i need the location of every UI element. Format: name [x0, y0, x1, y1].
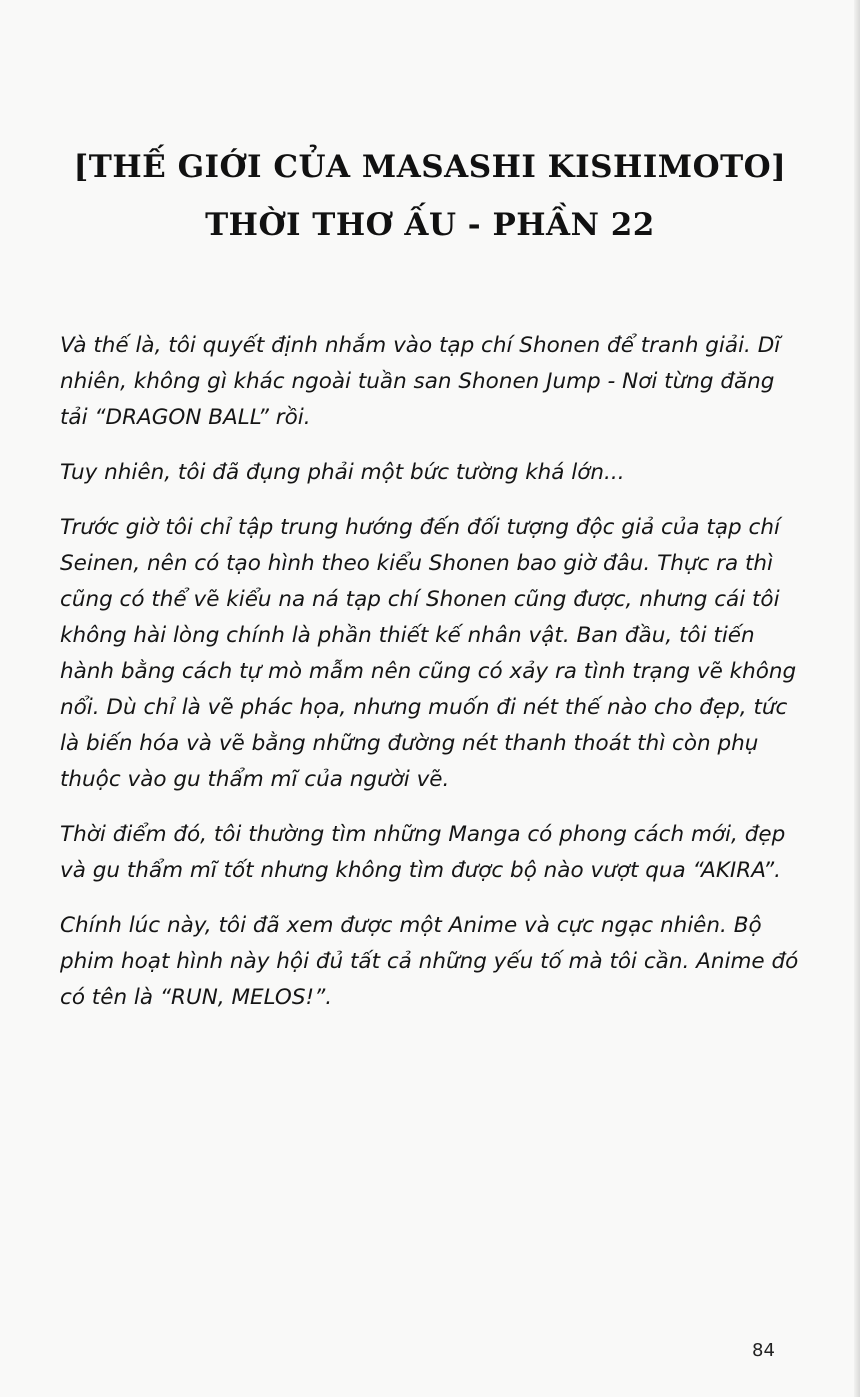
paragraph-1: Và thế là, tôi quyết định nhắm vào tạp chí Shonen để tranh giải. Dĩ nhiên, không gì khác ngoài tuần san Shonen Jump - Nơi từng đăng tải “DRAGON BALL” rồi. — [60, 333, 781, 430]
paragraph-2: Tuy nhiên, tôi đã đụng phải một bức tường khá lớn... — [60, 460, 625, 485]
paragraph-5: Chính lúc này, tôi đã xem được một Anime và cực ngạc nhiên. Bộ phim hoạt hình này hội đủ tất cả những yếu tố mà tôi cần. Anime đó có tên là “RUN, MELOS!”. — [60, 913, 799, 1010]
body-text — [60, 328, 805, 1035]
title-line-2: THỜI THƠ ẤU - PHẦN 22 — [205, 207, 655, 243]
paragraph-3: Trước giờ tôi chỉ tập trung hướng đến đối tượng độc giả của tạp chí Seinen, nên có tạo hình theo kiểu Shonen bao giờ đâu. Thực ra thì cũng có thể vẽ kiểu na ná tạp chí Shonen cũng được, nhưng cái tôi không hài lòng chính là phần thiết kế nhân vật. Ban đầu, tôi tiến hành bằng cách tự mò mẫm nên cũng có xảy ra tình trạng vẽ không nổi. Dù chỉ là vẽ phác họa, nhưng muốn đi nét thế nào cho đẹp, tức là biến hóa và vẽ bằng những đường nét thanh thoát thì còn phụ thuộc vào gu thẩm mĩ của người vẽ. — [60, 515, 797, 792]
title-line-1: [THẾ GIỚI CỦA MASASHI KISHIMOTO] — [73, 149, 787, 185]
paragraph-4: Thời điểm đó, tôi thường tìm những Manga có phong cách mới, đẹp và gu thẩm mĩ tốt nhưng không tìm được bộ nào vượt qua “AKIRA”. — [60, 822, 786, 883]
page-number: 84 — [752, 1340, 775, 1361]
chapter-title — [0, 138, 860, 254]
